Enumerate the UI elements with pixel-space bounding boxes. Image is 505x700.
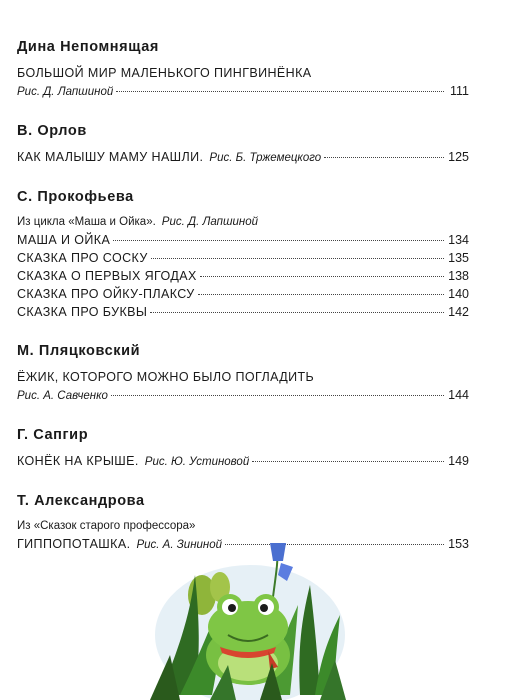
illustrator-credit: Рис. А. Зининой [136, 539, 223, 551]
author-name: Т. Александрова [17, 493, 145, 509]
dot-leader [113, 240, 444, 241]
toc-entry [17, 64, 469, 82]
story-title: СКАЗКА О ПЕРВЫХ ЯГОДАХ [17, 269, 197, 283]
illustrator-credit: Рис. А. Савченко [17, 390, 108, 402]
dot-leader [116, 91, 444, 92]
author-name: Г. Сапгир [17, 427, 89, 443]
page-number: 149 [448, 454, 469, 468]
dot-leader [198, 294, 444, 295]
cycle-note: Из «Сказок старого профессора» [17, 520, 196, 532]
author-name: М. Пляцковский [17, 343, 141, 359]
frog-illustration [150, 535, 350, 700]
toc-entry [17, 386, 469, 405]
toc-entry [17, 231, 469, 249]
story-title: ГИППОПОТАШКА. [17, 537, 131, 551]
page-number: 138 [448, 269, 469, 283]
toc-entry [17, 368, 469, 386]
toc-section [17, 342, 469, 405]
illustrator-credit: Рис. Ю. Устиновой [144, 456, 250, 468]
author-name: Дина Непомнящая [17, 39, 159, 55]
cycle-note: Из цикла «Маша и Ойка». [17, 216, 156, 228]
story-title: СКАЗКА ПРО БУКВЫ [17, 305, 148, 319]
page-number: 153 [448, 537, 469, 551]
illustrator-credit: Рис. Б. Тржемецкого [209, 152, 322, 164]
toc-entry [17, 249, 469, 267]
story-title: КАК МАЛЫШУ МАМУ НАШЛИ. [17, 150, 204, 164]
toc-entry [17, 82, 469, 101]
author-name: В. Орлов [17, 123, 87, 139]
page-number: 125 [448, 150, 469, 164]
page-number: 144 [448, 388, 469, 402]
toc-entry [17, 214, 469, 231]
illustrator-credit: Рис. Д. Лапшиной [17, 86, 114, 98]
story-title: МАША И ОЙКА [17, 233, 111, 247]
dot-leader [200, 276, 444, 277]
toc-section [17, 426, 469, 471]
toc-entry [17, 267, 469, 285]
dot-leader [151, 258, 444, 259]
dot-leader [252, 461, 444, 462]
page-number: 134 [448, 233, 469, 247]
author-name: С. Прокофьева [17, 189, 134, 205]
toc-section [17, 38, 469, 101]
toc-section [17, 188, 469, 321]
illustrator-credit: Рис. Д. Лапшиной [161, 216, 259, 228]
toc-section [17, 122, 469, 167]
page-number: 142 [448, 305, 469, 319]
toc-entry [17, 452, 469, 471]
page-number: 135 [448, 251, 469, 265]
dot-leader [150, 312, 444, 313]
table-of-contents [17, 38, 469, 575]
toc-entry [17, 285, 469, 303]
story-title: СКАЗКА ПРО СОСКУ [17, 251, 148, 265]
toc-entry [17, 303, 469, 321]
story-title: ЁЖИК, КОТОРОГО МОЖНО БЫЛО ПОГЛАДИТЬ [17, 370, 315, 384]
page-number: 140 [448, 287, 469, 301]
story-title: КОНЁК НА КРЫШЕ. [17, 454, 139, 468]
story-title: СКАЗКА ПРО ОЙКУ-ПЛАКСУ [17, 287, 195, 301]
page-number: 111 [449, 84, 469, 98]
toc-entry [17, 148, 469, 167]
dot-leader [111, 395, 444, 396]
toc-entry [17, 518, 469, 535]
story-title: БОЛЬШОЙ МИР МАЛЕНЬКОГО ПИНГВИНЁНКА [17, 66, 312, 80]
dot-leader [324, 157, 444, 158]
